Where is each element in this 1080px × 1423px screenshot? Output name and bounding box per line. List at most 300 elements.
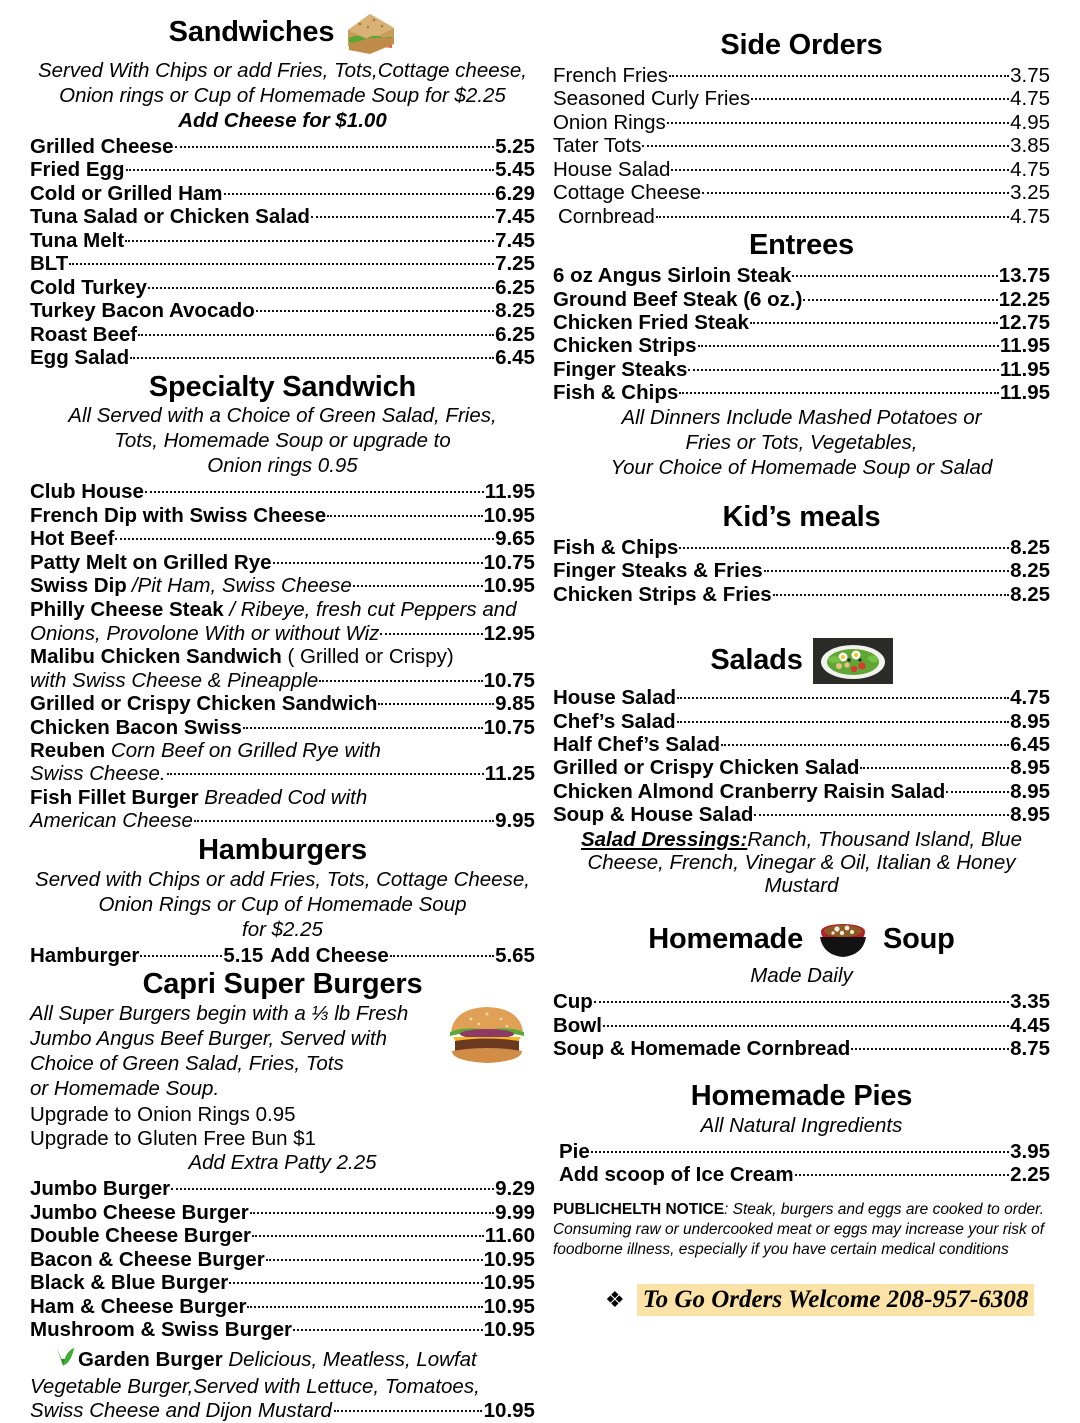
- dot-leader: [273, 562, 483, 564]
- item-name: French Dip with Swiss Cheese: [30, 503, 327, 527]
- item-price: 3.95: [1010, 1139, 1050, 1163]
- item-price: 6.29: [495, 181, 535, 205]
- hamburgers-note-3: for $2.25: [242, 917, 323, 941]
- item-price: 10.95: [483, 574, 535, 598]
- menu-item-row: [553, 536, 1050, 559]
- dot-leader: [669, 75, 1009, 77]
- dot-leader: [795, 1174, 1009, 1176]
- spacer: [553, 482, 1050, 500]
- sandwiches-add-cheese-note: Add Cheese for $1.00: [178, 108, 387, 132]
- dot-leader: [130, 357, 494, 359]
- item-price: 4.75: [1010, 204, 1050, 228]
- menu-item-row: [553, 381, 1050, 404]
- dot-leader: [667, 122, 1009, 124]
- menu-item-row-hamburger: [30, 944, 535, 967]
- capri-note-3: Choice of Green Salad, Fries, Tots: [30, 1051, 344, 1075]
- item-price: 8.25: [1010, 535, 1050, 559]
- menu-item-row: [30, 480, 535, 503]
- dot-leader: [194, 820, 494, 822]
- item-description-line2: Swiss Cheese.: [30, 762, 166, 786]
- menu-item-row: [30, 1201, 535, 1224]
- menu-item-malibu-chicken-sandwich: [30, 645, 535, 692]
- right-column-top-spacer: [553, 6, 1050, 28]
- disclaimer-line3: foodborne illness, especially if you have certain medical conditions: [552, 1241, 1009, 1259]
- item-name: Roast Beef: [30, 322, 138, 346]
- item-price: 4.75: [1010, 87, 1050, 111]
- item-price: 11.95: [999, 381, 1050, 405]
- section-title-side-orders: Side Orders: [720, 29, 883, 61]
- item-description-row: [30, 762, 535, 785]
- entrees-item-list: [553, 264, 1050, 405]
- item-price: 3.85: [1010, 134, 1050, 158]
- pies-item-list: [553, 1140, 1050, 1187]
- capri-item-list: [30, 1177, 535, 1341]
- item-price: 12.25: [998, 287, 1050, 311]
- item-price: 10.75: [483, 715, 535, 739]
- item-name: Fish & Chips: [552, 381, 679, 405]
- section-title-kids-meals: Kid’s meals: [722, 500, 881, 533]
- side-orders-item-list: [553, 64, 1050, 228]
- item-price: 6.25: [495, 275, 535, 299]
- dot-leader: [229, 1282, 482, 1284]
- item-price: 10.95: [483, 503, 535, 527]
- item-name: Chicken Fried Steak: [552, 311, 749, 334]
- item-name: Garden Burger: [78, 1347, 223, 1371]
- dot-leader: [751, 98, 1009, 100]
- entrees-note-3: Your Choice of Homemade Soup or Salad: [610, 455, 993, 479]
- menu-item-row: [553, 780, 1050, 803]
- menu-item-row: [30, 1248, 535, 1271]
- item-name: BLT: [30, 252, 69, 276]
- menu-item-fish-fillet-burger: [30, 786, 535, 833]
- item-price: 9.29: [495, 1177, 535, 1201]
- dot-leader: [353, 585, 483, 587]
- salads-title-text: Salads: [710, 644, 803, 677]
- item-name: Fried Egg: [30, 158, 125, 182]
- item-description-line1: Delicious, Meatless, Lowfat: [222, 1347, 477, 1371]
- menu-item-row: [30, 346, 535, 369]
- menu-item-row: [553, 686, 1050, 709]
- dot-leader: [138, 334, 494, 336]
- menu-item-row: [553, 181, 1050, 204]
- dot-leader: [319, 680, 482, 682]
- dot-leader: [380, 633, 482, 635]
- item-price: 7.25: [495, 252, 535, 276]
- menu-item-row: [553, 710, 1050, 733]
- soup-item-list: [553, 990, 1050, 1060]
- left-column: [30, 6, 535, 1423]
- menu-item-row: [553, 64, 1050, 87]
- item-name: Turkey Bacon Avocado: [30, 299, 255, 323]
- dot-leader: [764, 570, 1009, 572]
- dot-leader: [702, 192, 1009, 194]
- item-price: 7.45: [495, 205, 535, 229]
- sandwiches-item-list: [30, 135, 535, 370]
- item-name: 6 oz Angus Sirloin Steak: [552, 264, 792, 288]
- soup-bowl-image: [813, 917, 873, 963]
- item-price: 6.25: [495, 322, 535, 346]
- item-price: 8.25: [495, 299, 535, 323]
- item-name: Cold or Grilled Ham: [30, 181, 223, 205]
- capri-note-4: or Homemade Soup.: [30, 1076, 220, 1100]
- hamburgers-note-2: Onion Rings or Cup of Homemade Soup: [98, 892, 467, 916]
- item-name: House Salad: [552, 686, 677, 710]
- item-name: Chicken Strips: [552, 334, 697, 358]
- item-price: 10.75: [483, 668, 535, 692]
- menu-item-philly-cheese-steak: [30, 598, 535, 645]
- specialty-item-list: [30, 480, 535, 833]
- item-description-line1: / Ribeye, fresh cut Peppers and: [223, 598, 517, 622]
- menu-item-row: [553, 1014, 1050, 1037]
- item-price: 5.25: [495, 134, 535, 158]
- item-price: 8.95: [1010, 756, 1050, 780]
- item-name: Philly Cheese Steak: [30, 598, 224, 622]
- menu-item-row: [553, 288, 1050, 311]
- item-name: Cold Turkey: [30, 275, 147, 299]
- dot-leader: [224, 193, 495, 195]
- item-name: Grilled or Crispy Chicken Sandwich: [30, 692, 378, 716]
- section-title-hamburgers: Hamburgers: [198, 833, 367, 866]
- right-column: [553, 6, 1050, 1423]
- item-price: 8.75: [1010, 1037, 1050, 1061]
- item-name: Tuna Salad or Chicken Salad: [30, 205, 310, 229]
- item-price: 10.95: [483, 1294, 535, 1318]
- section-title-homemade-pies: Homemade Pies: [690, 1079, 913, 1112]
- item-name: House Salad: [552, 157, 671, 181]
- item-name: Cornbread: [557, 204, 655, 228]
- item-price: 5.45: [495, 158, 535, 182]
- salad-image: [813, 638, 893, 684]
- item-description-row: [30, 622, 535, 645]
- salad-dressings-label: Salad Dressings:: [580, 827, 748, 851]
- item-description-row: [30, 1399, 535, 1423]
- item-name: Finger Steaks & Fries: [552, 559, 763, 583]
- sandwiches-title-text: Sandwiches: [168, 16, 335, 49]
- item-name: Jumbo Cheese Burger: [30, 1200, 249, 1224]
- menu-item-row: [30, 299, 535, 322]
- section-title-specialty-sandwich: Specialty Sandwich: [148, 370, 417, 403]
- dot-leader: [252, 1235, 484, 1237]
- item-name: Mushroom & Swiss Burger: [30, 1318, 292, 1342]
- item-name: Hamburger: [30, 943, 140, 967]
- item-price: 3.35: [1010, 990, 1050, 1014]
- item-name: Cup: [552, 990, 593, 1014]
- item-price: 12.95: [483, 621, 535, 645]
- spacer: [553, 1061, 1050, 1079]
- menu-item-row: [30, 1295, 535, 1318]
- item-price: 8.95: [1010, 779, 1050, 803]
- menu-item-row: [30, 1271, 535, 1294]
- dot-leader: [334, 1410, 482, 1412]
- dot-leader: [140, 955, 222, 957]
- item-description-line1: Breaded Cod with: [198, 785, 368, 809]
- item-description-line2: with Swiss Cheese & Pineapple: [30, 668, 319, 692]
- item-name: Finger Steaks: [552, 357, 688, 381]
- dot-leader: [721, 744, 1009, 746]
- dot-leader: [250, 1212, 494, 1214]
- salad-dressings-line2: Cheese, French, Vinegar & Oil, Italian & Honey: [587, 851, 1016, 874]
- dot-leader: [656, 216, 1009, 218]
- item-description-line1: ( Grilled or Crispy): [281, 645, 454, 669]
- item-addon-price: 5.65: [495, 943, 535, 967]
- item-price: 9.65: [495, 527, 535, 551]
- specialty-note-1: All Served with a Choice of Green Salad, Fries,: [68, 404, 497, 428]
- section-title-capri-super-burgers: Capri Super Burgers: [142, 968, 423, 1001]
- dot-leader: [148, 287, 494, 289]
- item-description-line2: Onions, Provolone With or without Wiz: [30, 621, 380, 645]
- item-name: Grilled or Crispy Chicken Salad: [552, 756, 860, 780]
- item-price: 11.60: [484, 1224, 535, 1248]
- menu-item-row: [553, 1163, 1050, 1186]
- menu-item-row-swiss-dip: [30, 574, 535, 598]
- capri-add-extra-patty: Add Extra Patty 2.25: [188, 1151, 377, 1175]
- item-price: 4.75: [1010, 157, 1050, 181]
- menu-item-row: [553, 134, 1050, 157]
- burger-image: [445, 1003, 529, 1065]
- item-price: 10.95: [483, 1247, 535, 1271]
- item-name: Swiss Dip: [30, 574, 127, 598]
- item-price: 11.95: [999, 334, 1050, 358]
- dot-leader: [688, 369, 998, 371]
- soup-title-left: Homemade: [648, 923, 803, 956]
- dot-leader: [247, 1306, 482, 1308]
- item-price: 10.95: [483, 1271, 535, 1295]
- item-price: 6.45: [1010, 732, 1050, 756]
- item-name: Egg Salad: [30, 346, 130, 370]
- item-name: Seasoned Curly Fries: [552, 87, 751, 111]
- item-name: Bowl: [552, 1013, 602, 1037]
- item-price: 13.75: [998, 264, 1050, 288]
- menu-item-row: [553, 87, 1050, 110]
- item-price: 9.99: [495, 1200, 535, 1224]
- diamond-bullet-icon: ❖: [604, 1286, 625, 1312]
- dot-leader: [677, 697, 1009, 699]
- dot-leader: [243, 727, 483, 729]
- section-title-homemade-soup: [553, 917, 1050, 963]
- item-name: Onion Rings: [552, 110, 666, 134]
- item-price: 3.25: [1010, 181, 1050, 205]
- menu-item-row: [553, 358, 1050, 381]
- item-price: 4.95: [1010, 110, 1050, 134]
- capri-note-2: Jumbo Angus Beef Burger, Served with: [30, 1026, 388, 1050]
- menu-item-row: [553, 559, 1050, 582]
- item-price: 4.45: [1010, 1013, 1050, 1037]
- dot-leader: [642, 145, 1009, 147]
- item-name: Black & Blue Burger: [30, 1271, 229, 1295]
- item-name: Soup & Homemade Cornbread: [552, 1037, 851, 1061]
- dot-leader: [126, 169, 495, 171]
- soup-made-daily-note: Made Daily: [750, 964, 853, 988]
- dot-leader: [754, 814, 1009, 816]
- item-name: Cottage Cheese: [552, 181, 702, 205]
- item-name: Bacon & Cheese Burger: [30, 1247, 265, 1271]
- dot-leader: [327, 515, 482, 517]
- dot-leader: [750, 322, 998, 324]
- dot-leader: [378, 703, 494, 705]
- item-price: 5.15: [223, 943, 264, 967]
- public-health-disclaimer: [553, 1200, 1050, 1259]
- dot-leader: [115, 538, 494, 540]
- menu-item-row: [30, 135, 535, 158]
- menu-item-row: [553, 1140, 1050, 1163]
- menu-item-row: [30, 504, 535, 527]
- entrees-note-1: All Dinners Include Mashed Potatoes or: [621, 405, 982, 429]
- item-description-row: [30, 669, 535, 692]
- disclaimer-line2: Consuming raw or undercooked meat or eggs may increase your risk of: [552, 1221, 1045, 1239]
- menu-item-row: [30, 205, 535, 228]
- dot-leader: [679, 547, 1009, 549]
- item-name: Chicken Almond Cranberry Raisin Salad: [552, 779, 946, 803]
- dot-leader: [792, 275, 997, 277]
- dot-leader: [594, 1001, 1009, 1003]
- item-price: 11.25: [484, 762, 535, 786]
- item-name: Pie: [558, 1139, 590, 1163]
- menu-item-garden-burger: [30, 1346, 535, 1423]
- item-name: Half Chef’s Salad: [552, 732, 721, 756]
- dot-leader: [860, 767, 1009, 769]
- menu-item-row: [553, 111, 1050, 134]
- section-title-sandwiches: [30, 8, 535, 58]
- dot-leader: [679, 392, 999, 394]
- dot-leader: [125, 240, 494, 242]
- menu-columns: [30, 6, 1050, 1423]
- item-price: 6.45: [495, 346, 535, 370]
- item-price: 2.25: [1010, 1162, 1050, 1186]
- menu-item-row: [553, 583, 1050, 606]
- menu-item-row: [553, 334, 1050, 357]
- dot-leader: [803, 299, 997, 301]
- dot-leader: [677, 721, 1009, 723]
- dot-leader: [390, 955, 494, 957]
- specialty-note-3: Onion rings 0.95: [207, 454, 358, 478]
- item-price: 3.75: [1010, 63, 1050, 87]
- item-price: 10.75: [483, 550, 535, 574]
- spacer: [553, 897, 1050, 915]
- menu-item-row: [30, 716, 535, 739]
- item-name: Malibu Chicken Sandwich: [30, 645, 282, 669]
- item-name: Ground Beef Steak (6 oz.): [552, 287, 803, 311]
- menu-item-row: [553, 733, 1050, 756]
- menu-item-row: [553, 158, 1050, 181]
- menu-item-row: [30, 158, 535, 181]
- hamburgers-note-1: Served with Chips or add Fries, Tots, Cottage Cheese,: [35, 867, 530, 891]
- salad-dressings-line3: Mustard: [764, 874, 839, 898]
- item-name: Fish Fillet Burger: [30, 785, 199, 809]
- capri-upgrade-gluten-free-bun: Upgrade to Gluten Free Bun $1: [30, 1126, 317, 1150]
- item-name: Tater Tots: [552, 134, 642, 158]
- capri-upgrade-onion-rings: Upgrade to Onion Rings 0.95: [30, 1102, 296, 1126]
- item-price: 10.95: [483, 1399, 535, 1423]
- salad-dressings-note: [553, 828, 1050, 897]
- item-name: Double Cheese Burger: [30, 1224, 251, 1248]
- menu-item-row: [553, 311, 1050, 334]
- item-description-line1: Corn Beef on Grilled Rye with: [105, 738, 381, 762]
- item-description-line3: Swiss Cheese and Dijon Mustard: [30, 1399, 332, 1423]
- kids-meals-item-list: [553, 536, 1050, 606]
- item-price: 8.25: [1010, 582, 1050, 606]
- item-price: 9.95: [495, 809, 535, 833]
- item-price: 8.95: [1010, 803, 1050, 827]
- menu-item-row: [30, 1318, 535, 1341]
- menu-item-row: [553, 990, 1050, 1013]
- dot-leader: [698, 345, 999, 347]
- dot-leader: [175, 146, 495, 148]
- dot-leader: [946, 791, 1009, 793]
- item-name: Hot Beef: [30, 527, 115, 551]
- item-name: Chicken Strips & Fries: [552, 582, 772, 606]
- item-name: Club House: [30, 480, 144, 504]
- dot-leader: [69, 263, 494, 265]
- item-description: /Pit Ham, Swiss Cheese: [131, 574, 352, 598]
- item-name: French Fries: [552, 63, 669, 87]
- menu-item-reuben: [30, 739, 535, 786]
- dot-leader: [671, 169, 1009, 171]
- dot-leader: [851, 1048, 1009, 1050]
- pies-note: All Natural Ingredients: [700, 1113, 903, 1137]
- specialty-note-2: Tots, Homemade Soup or upgrade to: [114, 429, 451, 453]
- dot-leader: [266, 1259, 483, 1261]
- item-price: 8.25: [1010, 559, 1050, 583]
- menu-item-row: [30, 182, 535, 205]
- sandwiches-note-2: Onion rings or Cup of Homemade Soup for $2.25: [59, 83, 506, 107]
- dot-leader: [311, 216, 494, 218]
- item-price: 12.75: [998, 311, 1050, 334]
- menu-item-row: [30, 1177, 535, 1200]
- sandwich-image: [344, 8, 396, 58]
- item-description-line2: Vegetable Burger,Served with Lettuce, Tomatoes,: [30, 1375, 480, 1399]
- menu-item-row: [30, 252, 535, 275]
- item-name: Fish & Chips: [552, 535, 679, 559]
- soup-title-right: Soup: [883, 923, 955, 956]
- to-go-orders-text: To Go Orders Welcome 208-957-6308: [637, 1284, 1035, 1316]
- menu-item-row: [30, 229, 535, 252]
- item-name: Soup & House Salad: [552, 803, 754, 827]
- dot-leader: [773, 594, 1009, 596]
- capri-note-1: All Super Burgers begin with a ⅓ lb Fresh: [30, 1001, 409, 1025]
- item-price: 4.75: [1010, 686, 1050, 710]
- item-price: 9.85: [495, 692, 535, 716]
- section-title-salads: [553, 638, 1050, 684]
- item-price: 11.95: [999, 357, 1050, 381]
- item-name: Ham & Cheese Burger: [30, 1294, 247, 1318]
- item-name: Patty Melt on Grilled Rye: [30, 550, 272, 574]
- item-name: Grilled Cheese: [30, 134, 174, 158]
- menu-item-row: [30, 276, 535, 299]
- item-price: 11.95: [484, 480, 535, 504]
- item-addon-label: Add Cheese: [270, 943, 389, 967]
- disclaimer-label: PUBLICHELTH NOTICE: [552, 1201, 725, 1219]
- dot-leader: [171, 1188, 494, 1190]
- item-name: Reuben: [30, 738, 106, 762]
- disclaimer-line1: : Steak, burgers and eggs are cooked to order.: [724, 1201, 1044, 1219]
- dot-leader: [603, 1025, 1009, 1027]
- item-description-row: [30, 809, 535, 832]
- menu-item-row: [553, 803, 1050, 826]
- menu-item-row: [30, 551, 535, 574]
- dot-leader: [256, 310, 494, 312]
- entrees-note-2: Fries or Tots, Vegetables,: [685, 430, 918, 454]
- spacer: [553, 606, 1050, 636]
- menu-item-row: [553, 756, 1050, 779]
- sandwiches-note-1: Served With Chips or add Fries, Tots,Cottage cheese,: [37, 59, 527, 82]
- item-name: Chef’s Salad: [552, 709, 676, 733]
- item-price: 8.95: [1010, 709, 1050, 733]
- dot-leader: [167, 773, 484, 775]
- item-price: 10.95: [483, 1318, 535, 1342]
- dot-leader: [293, 1329, 483, 1331]
- dot-leader: [145, 491, 484, 493]
- section-title-entrees: Entrees: [748, 229, 854, 262]
